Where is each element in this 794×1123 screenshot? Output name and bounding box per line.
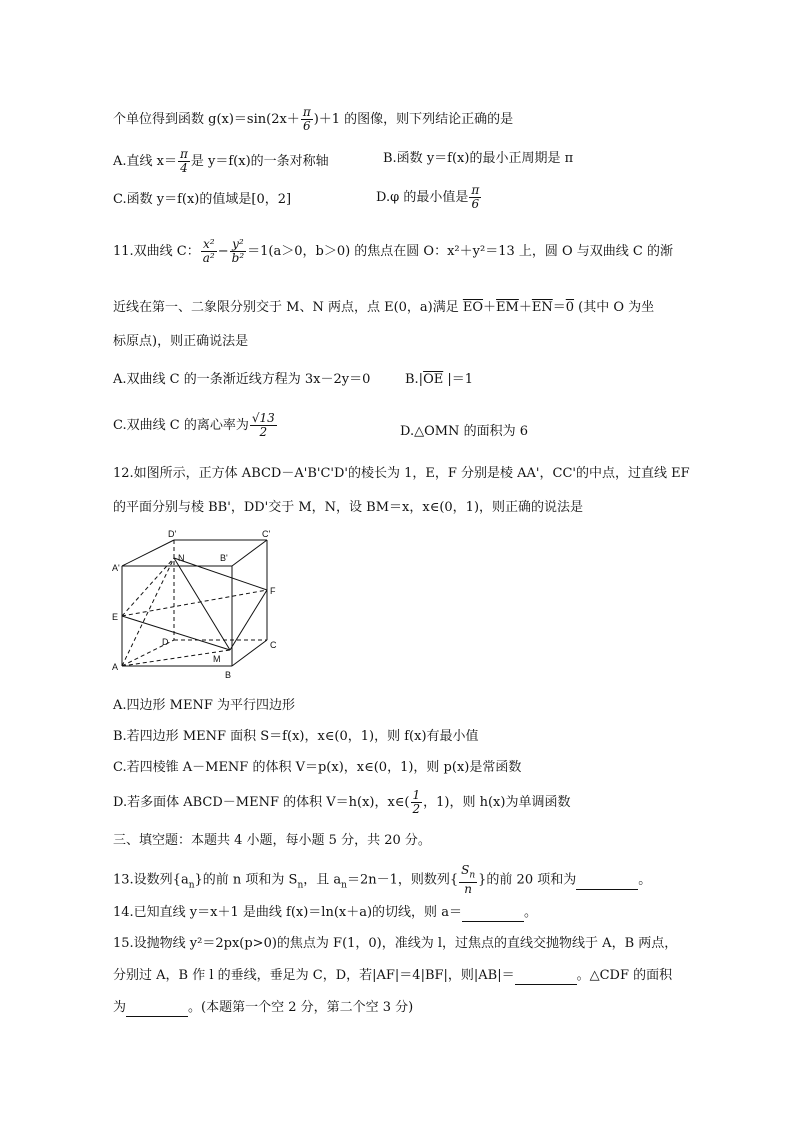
q12-option-d: D.若多面体 ABCD－MENF 的体积 V＝h(x)，x∈( $\frac{1}{2}$ ，1)，则 h(x)为单调函数	[113, 788, 571, 816]
section-heading: 三、填空题：本题共 4 小题，每小题 5 分，共 20 分。	[113, 833, 431, 848]
q11-option-c: C.双曲线 C 的离心率为 $\frac{√13}{2}$	[113, 411, 275, 439]
cube-figure	[112, 528, 287, 680]
q10-intro: 个单位得到函数 g(x)＝sin(2x＋ $\frac{\pi}{6}$ )＋1 的图像，则下列结论正确的是	[113, 105, 514, 133]
edge-n-m	[174, 558, 230, 650]
edge-a-n	[122, 558, 174, 666]
answer-blank[interactable]	[515, 968, 577, 985]
q15-line-3: 为 。(本题第一个空 2 分，第二个空 3 分)	[113, 1000, 414, 1015]
q10-option-d: D.φ 的最小值是 $\frac{\pi}{6}$	[376, 183, 480, 211]
q10-option-c: C.函数 y＝f(x)的值域是[0，2]	[113, 192, 292, 207]
label-a1: A'	[112, 563, 120, 573]
q12-option-a: A.四边形 MENF 为平行四边形	[113, 698, 295, 713]
q15-line-1: 15.设抛物线 y²＝2px(p>0)的焦点为 F(1，0)，准线为 l，过焦点的直线交抛物线于 A，B 两点，	[113, 936, 678, 951]
fraction: $\frac{S_n}{n}$	[461, 863, 476, 897]
vector-em: $\overline{EM}$	[496, 300, 519, 315]
label-a: A	[112, 662, 119, 672]
label-c1: C'	[262, 529, 271, 539]
q10-option-b: B.函数 y＝f(x)的最小正周期是 π	[383, 151, 574, 166]
vector-oe: $\overline{OE}$	[423, 372, 444, 387]
fraction: $\frac{\text{y²}}{\text{b²}}$	[231, 237, 245, 265]
q12-line-2: 的平面分别与棱 BB'，DD'交于 M，N，设 BM＝x，x∈(0，1)，则正确的说法是	[113, 500, 584, 515]
label-d1: D'	[168, 529, 177, 539]
q11-line-2: 近线在第一、二象限分别交于 M、N 两点，点 E(0，a)满足 $\overline{EO}+\overline{EM}+\overline{EN}=0$ (其中 O 为坐	[113, 300, 655, 315]
q15-line-2: 分别过 A，B 作 l 的垂线，垂足为 C，D，若|AF|＝4|BF|，则|AB|＝ 。△CDF 的面积	[113, 968, 673, 983]
q11-line-1: 11.双曲线 C： $\frac{\text{x²}}{\text{a²}}$ − $\frac{\text{y²}}{\text{b²}}$ ＝1(a＞0，b＞0) 的焦点在圆 O：x²＋y²＝13 上，圆 O 与双曲线 C 的渐	[113, 237, 673, 265]
fraction: $\frac{\pi}{6}$	[302, 105, 311, 133]
q11-option-b: $B.|\overline{OE}$ |＝1	[405, 372, 474, 387]
label-b: B	[225, 670, 232, 680]
label-f: F	[270, 586, 276, 596]
q11-option-a: A.双曲线 C 的一条渐近线方程为 3x－2y＝0	[113, 372, 371, 387]
q11-option-d: D.△OMN 的面积为 6	[400, 424, 528, 439]
label-b1: B'	[220, 553, 228, 563]
vector-en: $\overline{EN}$	[531, 300, 553, 315]
edge-a1-d1	[122, 540, 174, 566]
fraction: $\frac{\pi}{6}$	[471, 183, 480, 211]
q10-option-a: A.直线 x＝ $\frac{\pi}{4}$ 是 y＝f(x)的一条对称轴	[113, 147, 329, 175]
label-n: N	[178, 553, 185, 563]
label-d: D	[162, 637, 169, 647]
edge-b-c	[232, 640, 267, 666]
label-e: E	[112, 612, 119, 622]
edge-m-f	[230, 590, 267, 650]
fraction: $\frac{√13}{2}$	[251, 411, 275, 439]
vector-eo: $\overline{EO}$	[462, 300, 484, 315]
fraction: $\frac{1}{2}$	[412, 788, 421, 816]
label-m: M	[213, 654, 221, 664]
zero-vector: 0	[565, 300, 575, 315]
q12-option-c: C.若四棱锥 A－MENF 的体积 V＝p(x)，x∈(0，1)，则 p(x)是常函数	[113, 760, 522, 775]
edge-e-n	[122, 558, 174, 616]
fraction: $\frac{\pi}{4}$	[180, 147, 188, 175]
edge-e-f	[122, 590, 267, 616]
q12-option-b: B.若四边形 MENF 面积 S＝f(x)，x∈(0，1)，则 f(x)有最小值	[113, 729, 479, 744]
q12-line-1: 12.如图所示，正方体 ABCD－A'B'C'D'的棱长为 1，E，F 分别是棱 AA'，CC'的中点，过直线 EF	[113, 466, 690, 481]
q13: 13.设数列$\{a_n\}$的前 n 项和为 $S_n$，且 $a_n=2n-1$，则数列{ $\frac{S_n}{n}$ }的前 20 项和为 。	[113, 863, 652, 897]
answer-blank[interactable]	[576, 873, 638, 890]
answer-blank[interactable]	[126, 1000, 188, 1017]
edge-b1-c1	[232, 540, 267, 566]
answer-blank[interactable]	[462, 905, 524, 922]
q11-line-3: 标原点)，则正确说法是	[113, 334, 249, 349]
fraction: $\frac{\text{x²}}{\text{a²}}$	[202, 237, 215, 265]
label-c: C	[270, 640, 277, 650]
q14: 14.已知直线 y＝x＋1 是曲线 f(x)＝ln(x＋a)的切线，则 a＝ 。	[113, 905, 537, 920]
